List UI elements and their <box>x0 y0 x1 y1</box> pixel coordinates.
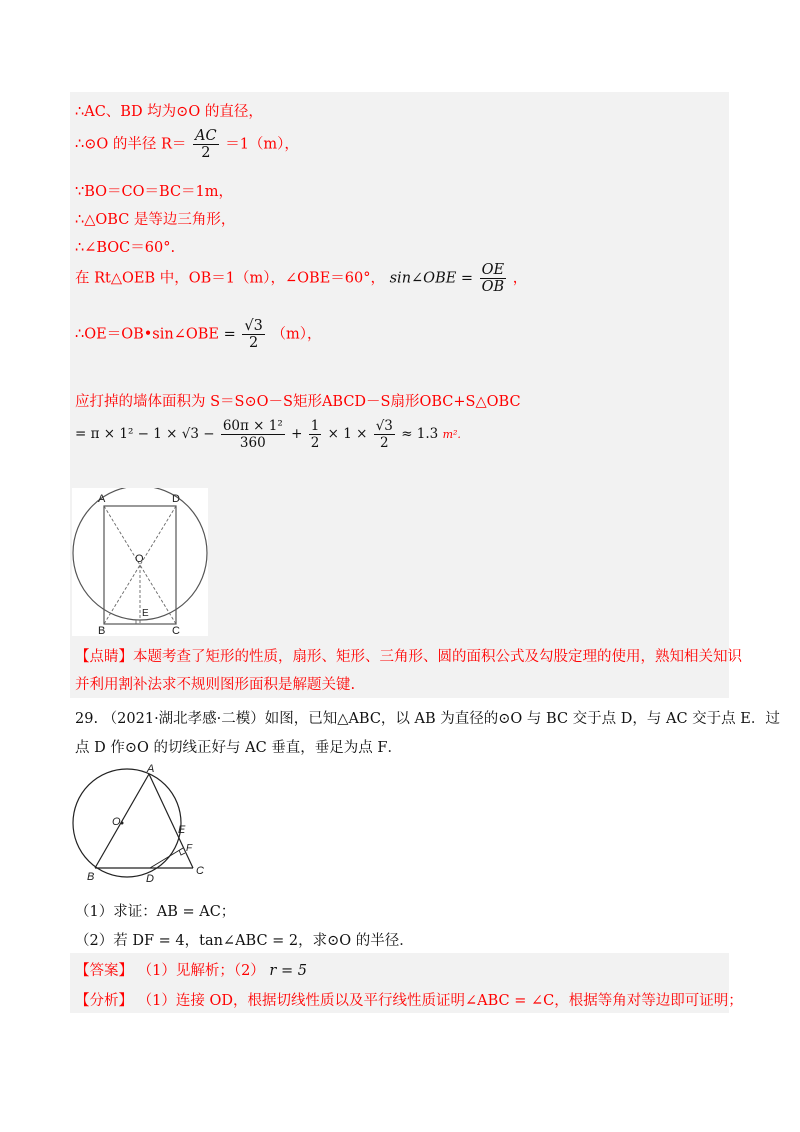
label-C: C <box>196 865 204 877</box>
label-D: D <box>146 873 154 885</box>
fraction-ac-2: $\frac{AC}{2}$ <box>195 128 217 161</box>
solution-line-9: = π × 1² − 1 × √3 − $\frac{\text{60π × 1²}}{360}$ + $\frac{1}{2}$ × 1 × $\frac{√3}{2}$ ≈ 1.3 m². <box>75 418 461 451</box>
solution-line-3: ∵BO＝CO＝BC＝1m， <box>75 184 234 200</box>
dianjing-line-2: 并利用割补法求不规则图形面积是解题关键. <box>75 677 356 693</box>
label-A: A <box>147 763 155 775</box>
fraction-oe-ob: $\frac{OE}{OB}$ <box>481 262 505 295</box>
label-O: O <box>112 816 121 828</box>
label-B: B <box>87 871 95 883</box>
answer-label: 【答案】 <box>75 963 133 979</box>
label-E: E <box>178 824 186 836</box>
problem-line-1: 29. （2021·湖北孝感·二模）如图，已知△ABC，以 AB 为直径的⊙O 与 BC 交于点 D，与 AC 交于点 E．过 <box>75 711 780 727</box>
fraction-sector: $\frac{\text{60π × 1²}}{360}$ <box>222 418 283 451</box>
analysis-label: 【分析】 <box>75 993 133 1009</box>
problem-line-2: 点 D 作⊙O 的切线正好与 AC 垂直，垂足为点 F． <box>75 740 402 756</box>
label-E: E <box>142 608 149 619</box>
question-1: （1）求证：AB = AC； <box>75 904 236 920</box>
answer-line: 【答案】 （1）见解析；（2） r = 5 <box>75 963 307 979</box>
dianjing-line-1: 【点睛】本题考查了矩形的性质，扇形、矩形、三角形、圆的面积公式及勾股定理的使用，熟知相关知识 <box>75 649 742 665</box>
label-C: C <box>172 625 180 636</box>
figure-circle-triangle <box>70 762 210 887</box>
analysis-line: 【分析】 （1）连接 OD，根据切线性质以及平行线性质证明∠ABC = ∠C，根据等角对等边即可证明； <box>75 993 743 1009</box>
answer-value: r = 5 <box>269 963 307 979</box>
label-D: D <box>172 493 180 505</box>
fraction-sqrt3-2b: $\frac{√3}{2}$ <box>375 418 393 451</box>
solution-line-7: ∴OE＝OB•sin∠OBE = $\frac{√3}{2}$ （m）， <box>75 318 322 351</box>
fraction-half: $\frac{1}{2}$ <box>310 418 320 451</box>
question-2: （2）若 DF = 4，tan∠ABC = 2，求⊙O 的半径． <box>75 933 414 949</box>
solution-line-8: 应打掉的墙体面积为 S＝S⊙O－S矩形ABCD－S扇形OBC+S△OBC <box>75 394 521 410</box>
solution-line-5: ∴∠BOC＝60°. <box>75 240 176 256</box>
solution-line-1: ∴AC、BD 均为⊙O 的直径， <box>75 104 263 120</box>
label-A: A <box>98 493 106 505</box>
solution-line-6: 在 Rt△OEB 中，OB＝1（m），∠OBE＝60°， sin∠OBE = $\frac{OE}{OB}$ ， <box>75 262 528 295</box>
solution-line-2: ∴⊙O 的半径 R＝ $\frac{AC}{2}$ ＝1（m）， <box>75 128 299 161</box>
label-O: O <box>135 553 144 565</box>
fraction-sqrt3-2: $\frac{√3}{2}$ <box>244 318 263 351</box>
label-B: B <box>98 625 106 636</box>
figure-circle-rectangle <box>72 488 208 636</box>
solution-line-4: ∴△OBC 是等边三角形， <box>75 212 236 228</box>
label-F: F <box>186 843 193 854</box>
